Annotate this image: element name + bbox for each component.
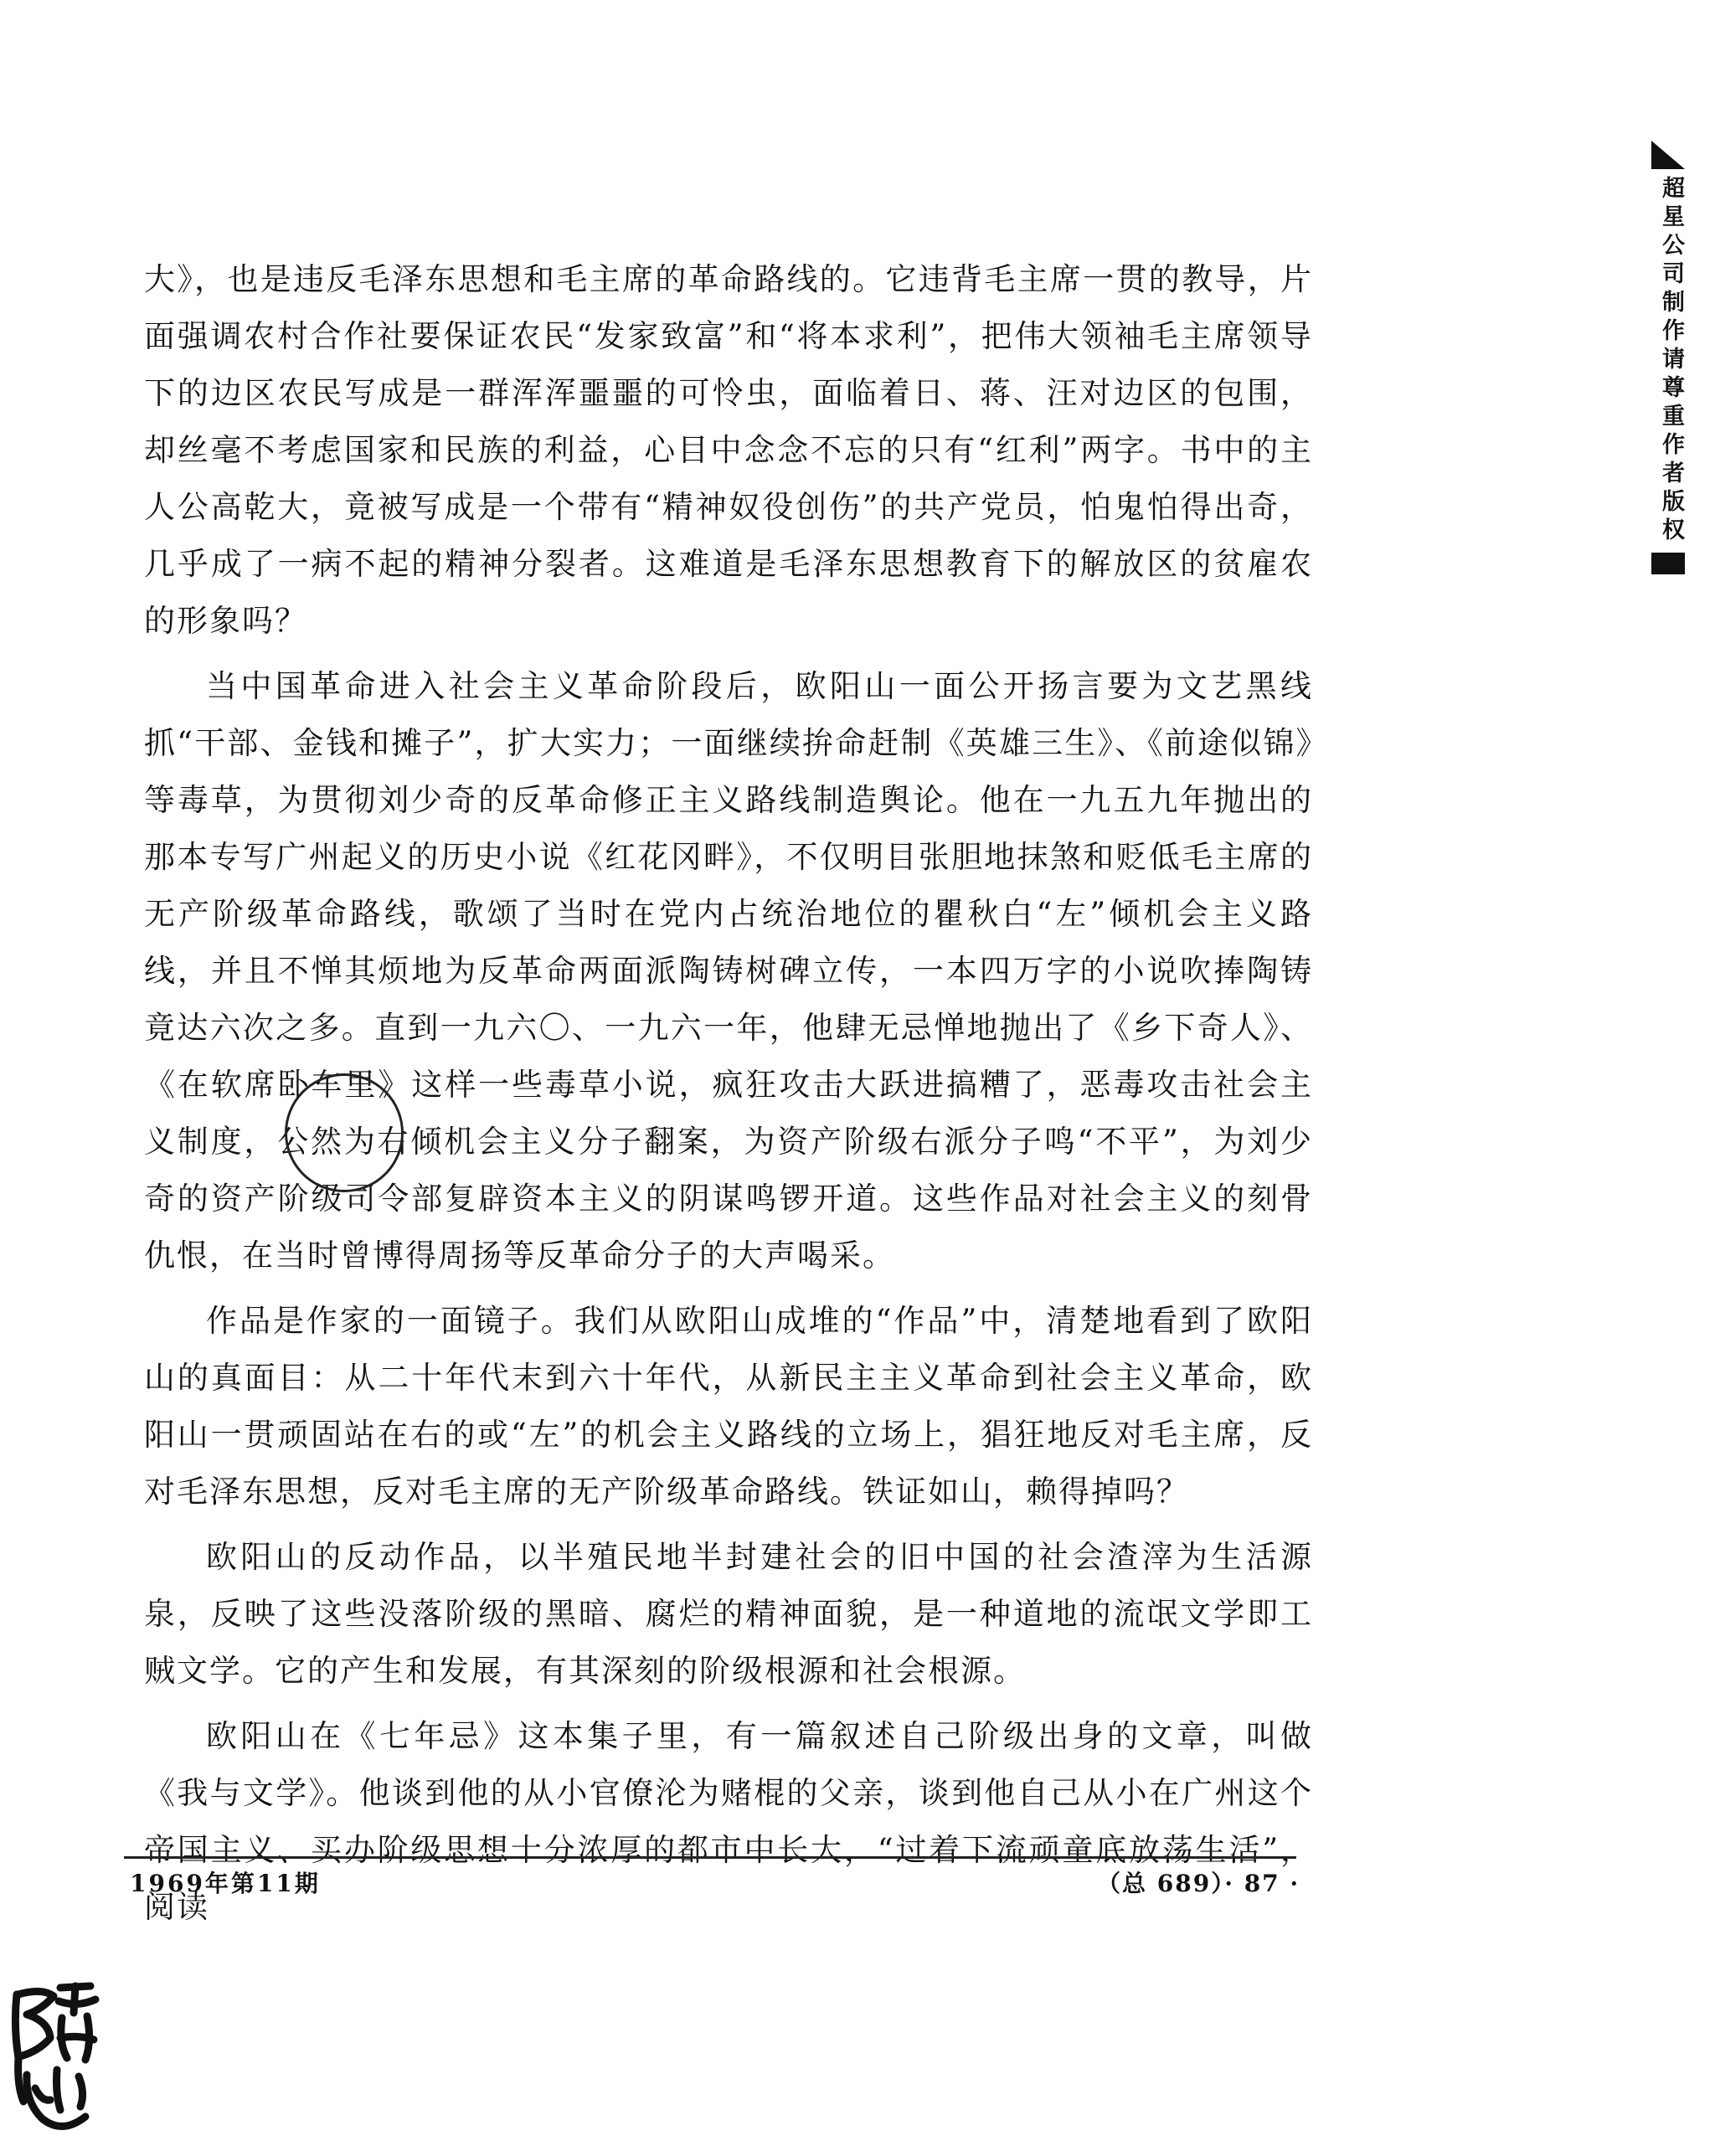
- notice-bar-bottom: [1651, 553, 1685, 574]
- paragraph-3: 作品是作家的一面镜子。我们从欧阳山成堆的“作品”中，清楚地看到了欧阳山的真面目：从二十年代末到六十年代，从新民主主义革命到社会主义革命，欧阳山一贯顽固站在右的或“左”的机会主义路线的立场上，猖狂地反对毛主席，反对毛泽东思想，反对毛主席的无产阶级革命路线。铁证如山，赖得掉吗？: [144, 1303, 1313, 1510]
- paragraph-5: 欧阳山在《七年忌》这本集子里，有一篇叙述自己阶级出身的文章，叫做《我与文学》。他谈到他的从小官僚沦为赌棍的父亲，谈到他自己从小在广州这个帝国主义、买办阶级思想十分浓厚的都市中长大，“过着下流顽童底放荡生活”，阅读: [144, 1718, 1313, 1925]
- paragraph-1: 大》，也是违反毛泽东思想和毛主席的革命路线的。它违背毛主席一贯的教导，片面强调农村合作社要保证农民“发家致富”和“将本求利”，把伟大领袖毛主席领导下的边区农民写成是一群浑浑噩噩的可怜虫，面临着日、蒋、汪对边区的包围，却丝毫不考虑国家和民族的利益，心目中念念不忘的只有“红利”两字。书中的主人公高乾大，竟被写成是一个带有“精神奴役创伤”的共产党员，怕鬼怕得出奇，几乎成了一病不起的精神分裂者。这难道是毛泽东思想教育下的解放区的贫雇农的形象吗？: [144, 261, 1313, 639]
- footer-divider: [124, 1856, 1296, 1859]
- page-number: （总 689）· 87 ·: [1097, 1870, 1300, 1897]
- copyright-notice-text: 超星公司制作请尊重作者版权: [1658, 176, 1684, 546]
- copyright-side-notice: [1651, 141, 1692, 574]
- issue-label: 1969年第11期: [130, 1870, 321, 1897]
- ink-circle-mark: [285, 1073, 404, 1192]
- paragraph-4: 欧阳山的反动作品，以半殖民地半封建社会的旧中国的社会渣滓为生活源泉，反映了这些没落阶级的黑暗、腐烂的精神面貌，是一种道地的流氓文学即工贼文学。它的产生和发展，有其深刻的阶级根源和社会根源。: [144, 1539, 1313, 1689]
- notice-bar-top: [1651, 141, 1685, 169]
- library-seal-icon: [8, 1976, 102, 2143]
- paragraph-2: 当中国革命进入社会主义革命阶段后，欧阳山一面公开扬言要为文艺黑线抓“干部、金钱和摊子”，扩大实力；一面继续拚命赶制《英雄三生》、《前途似锦》等毒草，为贯彻刘少奇的反革命修正主义路线制造舆论。他在一九五九年抛出的那本专写广州起义的历史小说《红花冈畔》，不仅明目张胆地抹煞和贬低毛主席的无产阶级革命路线，歌颂了当时在党内占统治地位的瞿秋白“左”倾机会主义路线，并且不惮其烦地为反革命两面派陶铸树碑立传，一本四万字的小说吹捧陶铸竟达六次之多。直到一九六〇、一九六一年，他肆无忌惮地抛出了《乡下奇人》、《在软席卧车里》这样一些毒草小说，疯狂攻击大跃进搞糟了，恶毒攻击社会主义制度，公然为右倾机会主义分子翻案，为资产阶级右派分子鸣“不平”，为刘少奇的资产阶级司令部复辟资本主义的阴谋鸣锣开道。这些作品对社会主义的刻骨仇恨，在当时曾博得周扬等反革命分子的大声喝采。: [144, 668, 1313, 1274]
